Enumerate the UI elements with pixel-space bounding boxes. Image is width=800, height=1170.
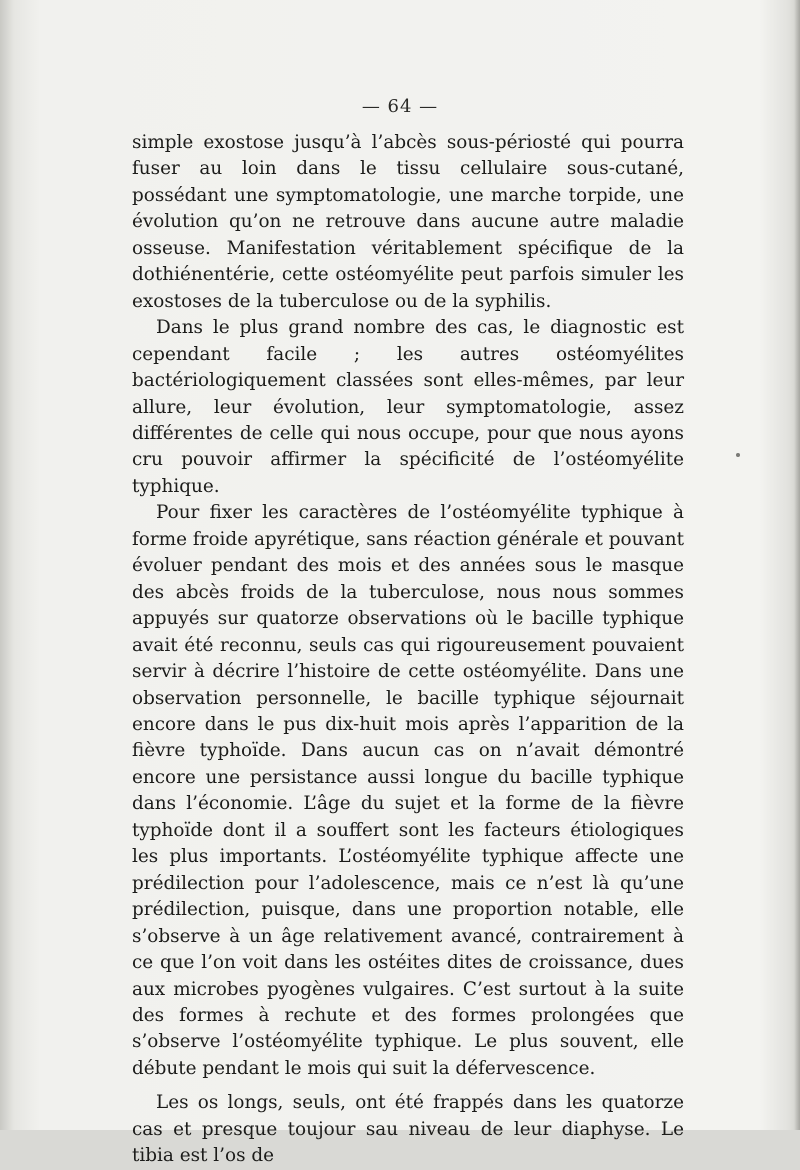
body-text: [132, 130, 684, 1170]
paragraph-long-bones: Les os longs, seuls, ont été frappés dans les quatorze cas et presque toujour sau niveau de leur diaphyse. Le tibia est l’os de: [132, 1092, 684, 1167]
paper-speck: [736, 453, 740, 457]
paragraph-diagnostic: Dans le plus grand nombre des cas, le diagnostic est cependant facile ; les autres ostéomyélites bactériologiquement classées sont elles-mêmes, par leur allure, leur évolution, leur symptomatologie, assez différentes de celle qui nous occupe, pour que nous ayons cru pouvoir affirmer la spécificité de l’ostéomyélite typhique.: [132, 317, 684, 497]
page-number: — 64 —: [361, 96, 439, 117]
paragraph-continuation: simple exostose jusqu’à l’abcès sous-périosté qui pourra fuser au loin dans le tissu cellulaire sous-cutané, possédant une symptomatologie, une marche torpide, une évolution qu’on ne retrouve dans aucune autre maladie osseuse. Manifestation véritablement spécifique de la dothiénentérie, cette ostéomyélite peut parfois simuler les exostoses de la tuberculose ou de la syphilis.: [132, 132, 684, 312]
page-edge-shadow: [794, 0, 800, 1130]
paragraph-characteristics: Pour fixer les caractères de l’ostéomyélite typhique à forme froide apyrétique, sans réaction générale et pouvant évoluer pendant des mois et des années sous le masque des abcès froids de la tuberculose, nous nous sommes appuyés sur quatorze observations où le bacille typhique avait été reconnu, seuls cas qui rigoureusement pouvaient servir à décrire l’histoire de cette ostéomyélite. Dans une observation personnelle, le bacille typhique séjournait encore dans le pus dix-huit mois après l’apparition de la fièvre typhoïde. Dans aucun cas on n’avait démontré encore une persistance aussi longue du bacille typhique dans l’économie. L’âge du sujet et la forme de la fièvre typhoïde dont il a souffert sont les facteurs étiologiques les plus importants. L’ostéomyélite typhique affecte une prédilection pour l’adolescence, mais ce n’est là qu’une prédilection, puisque, dans une proportion notable, elle s’observe à un âge relativement avancé, contrairement à ce que l’on voit dans les ostéites dites de croissance, dues aux microbes pyogènes vulgaires. C’est surtout à la suite des formes à rechute et des formes prolongées que s’observe l’ostéomyélite typhique. Le plus souvent, elle débute pendant le mois qui suit la défervescence.: [132, 502, 684, 1079]
